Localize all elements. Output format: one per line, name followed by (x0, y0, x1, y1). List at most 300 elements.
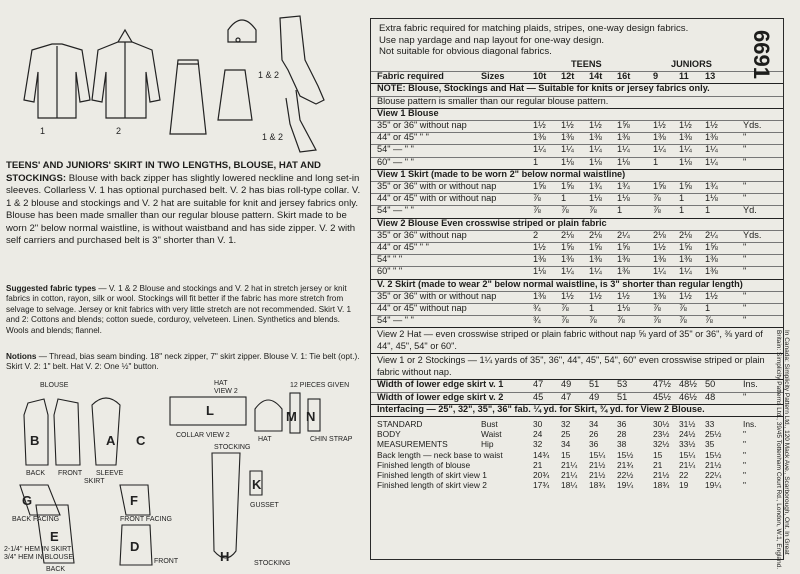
label-pieces-given: 12 PIECES GIVEN (290, 382, 350, 389)
meas-label: STANDARD (377, 419, 423, 429)
label-hem2: 3/4" HEM IN BLOUSE (4, 554, 74, 561)
meas-unit: " (743, 449, 746, 460)
meas-val-6: 25½ (705, 429, 722, 440)
letter-f: F (130, 493, 138, 508)
illus-label-4: 1 & 2 (262, 132, 284, 142)
hat-text: View 2 Hat — even crosswise striped or plain fabric without nap ⅝ yard of 35" or 36", ⅜ yard of 44", 45", 54" or 60". (377, 329, 763, 352)
meas-val-0: 30 (533, 419, 543, 429)
size-col-0: 10t (533, 71, 547, 82)
letter-k: K (252, 477, 262, 492)
meas-unit: " (743, 439, 746, 450)
meas-label: Finished length of skirt view 2 (377, 480, 487, 491)
suggested-text: — V. 1 & 2 Blouse and stockings and V. 2 hat in stretch jersey or knit fabrics in cotton, rayon, silk or wool. Stockings will fit better if the fabric has more stretch from selvage to selvage. Jersey or knit fabrics with very little stretch are not recommended. Skirt V. 1 and 2: Cottons and blends; cotton suede, corduroy, velveteen. Linen. Synthetics and blends. Wools and blends; flannel. (6, 284, 352, 335)
v1-skirt-row-2-val-0: ⅞ (533, 205, 541, 216)
meas-val-1: 15 (561, 449, 571, 460)
v1-blouse-row-3 (371, 157, 783, 170)
meas-val-4: 21 (653, 459, 663, 470)
meas-val-6: 15½ (705, 449, 722, 460)
letter-h: H (220, 549, 230, 564)
v2-skirt-row-2-val-1: ⅞ (561, 315, 569, 326)
v1-skirt-row-0-val-3: 1¾ (617, 181, 630, 191)
v1-skirt-row-2-val-5: 1 (679, 205, 685, 216)
v1-skirt-row-1-unit: " (743, 193, 747, 204)
v2-blouse-row-2-val-0: 1⅜ (533, 254, 546, 265)
label-sleeve: SLEEVE (96, 470, 124, 477)
meas-val-0: 14¾ (533, 449, 550, 460)
meas-val-3: 19¼ (617, 480, 634, 491)
letter-g: G (22, 493, 33, 508)
label-blouse: BLOUSE (40, 382, 69, 389)
meas-val-1: 34 (561, 439, 571, 450)
meas-val-6: 19¼ (705, 480, 722, 491)
v2-skirt-row-1-val-0: ¾ (533, 303, 541, 313)
v2-skirt-row-1-val-3: 1⅛ (617, 303, 630, 313)
v1-blouse-row-2-val-0: 1¼ (533, 144, 546, 155)
pattern-description (6, 160, 364, 248)
piece-front (54, 399, 80, 465)
garment-illustrations (0, 0, 368, 160)
v1-blouse-row-2-val-4: 1¼ (653, 144, 666, 155)
v1-blouse-row-0-val-3: 1⅝ (617, 120, 630, 130)
width-2-val-1: 47 (561, 391, 572, 402)
v1-blouse-row-3-val-6: 1¼ (705, 156, 718, 167)
measurement-row-5 (371, 470, 783, 480)
measurement-row-6 (371, 480, 783, 490)
v2-skirt-row-1-label: 44" or 45" without nap (377, 303, 467, 313)
letter-l: L (206, 403, 214, 418)
meas-label: BODY (377, 429, 401, 440)
v1-skirt-head (371, 169, 783, 182)
v1-blouse-row-3-val-5: 1⅛ (679, 156, 692, 167)
v1-blouse-row-0-val-0: 1½ (533, 120, 546, 130)
sizes-label: Sizes (481, 71, 505, 82)
meas-val-1: 25 (561, 429, 571, 440)
description-title: TEENS' AND JUNIORS' SKIRT IN TWO LENGTHS, BLOUSE, HAT AND STOCKINGS: (6, 160, 321, 184)
v1-skirt-row-0-val-2: 1¾ (589, 181, 602, 191)
notions-text: — Thread, bias seam binding. 18" neck zipper, 7" skirt zipper. Blouse V. 1: Tie belt (opt.). Skirt V. 2: 1" belt. Hat V. 2: One ½" button. (6, 352, 360, 372)
v1-skirt-row-0-unit: " (743, 181, 747, 191)
meas-unit: " (743, 480, 746, 491)
v2-blouse-row-2-val-5: 1⅜ (679, 254, 692, 265)
chart-intro (379, 23, 688, 58)
v2-blouse-row-2-unit: " (743, 254, 747, 265)
v1-skirt-row-0-val-5: 1⅝ (679, 181, 692, 191)
meas-val-6: 21½ (705, 459, 722, 470)
v1-skirt-row-2-label: 54" — " " (377, 205, 414, 216)
meas-val-5: 33½ (679, 439, 696, 450)
v1-skirt-row-1-val-1: 1 (561, 193, 567, 204)
v1-blouse-row-0-val-5: 1½ (679, 120, 692, 130)
v2-blouse-row-1-val-2: 1⅝ (589, 242, 602, 252)
v2-skirt-row-2-unit: " (743, 315, 747, 326)
meas-sub: Waist (481, 429, 502, 440)
v1-blouse-row-3-unit: " (743, 156, 747, 167)
notions-label: Notions (6, 352, 37, 361)
measurement-row-2 (371, 439, 783, 449)
v1-blouse-row-0-unit: Yds. (743, 120, 762, 130)
label-hat2: HAT (258, 436, 272, 443)
label-chin: CHIN STRAP (310, 436, 353, 443)
smaller-row (371, 96, 783, 109)
v1-blouse-row-1-val-3: 1⅜ (617, 132, 630, 143)
label-front-facing: FRONT FACING (120, 516, 172, 523)
v1-blouse-row-2-val-6: 1¼ (705, 144, 718, 155)
v1-skirt-row-1-val-6: 1⅛ (705, 193, 718, 204)
meas-val-3: 15½ (617, 449, 634, 460)
v1-blouse-row-2-val-3: 1¼ (617, 144, 630, 155)
v1-skirt-row-1 (371, 193, 783, 206)
v1-blouse-row-1-val-4: 1⅜ (653, 132, 666, 143)
width-2-val-4: 45½ (653, 391, 671, 402)
meas-label: Finished length of skirt view 1 (377, 469, 487, 480)
meas-val-3: 22½ (617, 469, 634, 480)
v1-blouse-row-2-val-1: 1¼ (561, 144, 574, 155)
v2-blouse-row-2-val-1: 1⅜ (561, 254, 574, 265)
meas-val-2: 15¼ (589, 449, 606, 460)
width-2-val-0: 45 (533, 391, 544, 402)
width-1-label: Width of lower edge skirt v. 1 (377, 379, 504, 390)
meas-val-1: 32 (561, 419, 571, 429)
illus-label-3: 1 & 2 (258, 70, 280, 80)
label-stocking: STOCKING (214, 444, 251, 451)
meas-label: Finished length of blouse (377, 459, 471, 470)
v2-skirt-row-2-val-3: ⅞ (617, 315, 625, 326)
note-text: NOTE: Blouse, Stockings and Hat — Suitable for knits or jersey fabrics only. (377, 83, 710, 94)
pattern-number: 6691 (749, 30, 774, 79)
v2-skirt-row-1-unit: " (743, 303, 747, 313)
v1-blouse-row-2 (371, 144, 783, 157)
meas-unit: " (743, 429, 746, 440)
v1-skirt-row-2-val-6: 1 (705, 205, 711, 216)
piece-stocking (212, 453, 240, 558)
v2-blouse-row-1-label: 44" or 45" " " (377, 242, 429, 252)
measurement-row-1 (371, 429, 783, 439)
v1-blouse-row-3-val-3: 1⅛ (617, 156, 630, 167)
meas-unit: " (743, 469, 746, 480)
v2-blouse-row-0-val-5: 2⅛ (679, 229, 692, 240)
letter-m: M (286, 409, 297, 424)
meas-val-2: 36 (589, 439, 599, 450)
v2-blouse-row-0-label: 35" or 36" without nap (377, 229, 467, 240)
v2-blouse-row-3-val-3: 1⅜ (617, 266, 630, 277)
v1-skirt-row-2 (371, 205, 783, 218)
meas-val-2: 21½ (589, 459, 606, 470)
illus-label-1: 1 (40, 126, 46, 136)
v2-skirt-row-0-unit: " (743, 290, 747, 301)
measurement-row-4 (371, 460, 783, 470)
width-2-val-3: 51 (617, 391, 628, 402)
v1-blouse-row-3-val-4: 1 (653, 156, 659, 167)
v2-blouse-title: View 2 Blouse Even crosswise striped or plain fabric (377, 217, 607, 228)
v2-skirt-row-0 (371, 291, 783, 304)
label-skirt-front: FRONT (154, 558, 179, 565)
v1-blouse-row-0-val-6: 1½ (705, 120, 718, 130)
interfacing-text: Interfacing — 25", 32", 35", 36" fab. ¼ yd. for Skirt, ¾ yd. for View 2 Blouse. (377, 403, 705, 414)
letter-e: E (50, 529, 59, 544)
piece-sleeve (92, 398, 120, 465)
meas-val-6: 33 (705, 419, 715, 429)
letter-b: B (30, 433, 40, 448)
piece-back (24, 399, 48, 465)
v1-blouse-row-0-val-2: 1½ (589, 120, 602, 130)
meas-val-3: 38 (617, 439, 627, 450)
v2-blouse-row-0-val-3: 2¼ (617, 229, 630, 240)
width-2-val-5: 46½ (679, 391, 697, 402)
meas-unit: " (743, 459, 746, 470)
v1-blouse-row-0-val-4: 1½ (653, 120, 666, 130)
v2-blouse-row-3-unit: " (743, 266, 747, 277)
letter-c: C (136, 433, 146, 448)
size-col-6: 13 (705, 71, 716, 82)
meas-val-5: 21¼ (679, 459, 696, 470)
v1-blouse-row-3-val-1: 1⅛ (561, 156, 574, 167)
meas-val-4: 15 (653, 449, 663, 460)
letter-d: D (130, 539, 140, 554)
size-col-5: 11 (679, 71, 689, 82)
v1-blouse-row-2-unit: " (743, 144, 747, 155)
v1-blouse-row-1-val-2: 1⅜ (589, 132, 602, 143)
meas-unit: Ins. (743, 419, 757, 429)
v2-skirt-row-0-val-3: 1½ (617, 290, 630, 301)
label-skirt-back: BACK (46, 566, 66, 573)
intro-line-3: Not suitable for obvious diagonal fabrics. (379, 46, 552, 57)
meas-sub: Hip (481, 439, 494, 450)
v2-blouse-row-2-val-6: 1⅜ (705, 254, 718, 265)
meas-val-4: 21½ (653, 469, 670, 480)
measurement-row-0 (371, 419, 783, 429)
v2-blouse-row-1-val-5: 1⅝ (679, 242, 692, 252)
v2-blouse-row-1-val-6: 1⅝ (705, 242, 718, 252)
v2-skirt-row-1-val-1: ⅞ (561, 303, 569, 313)
v1-skirt-row-1-val-3: 1⅛ (617, 193, 630, 204)
width-1-val-4: 47½ (653, 379, 671, 390)
measurement-table (371, 419, 783, 490)
width-2-unit: " (743, 391, 747, 402)
intro-line-2: Use nap yardage and nap layout for one-way design. (379, 34, 605, 46)
v1-blouse-title: View 1 Blouse (377, 107, 439, 118)
v2-blouse-row-3-val-1: 1¼ (561, 266, 574, 277)
v1-blouse-row-3-val-0: 1 (533, 156, 539, 167)
width-2-val-6: 48 (705, 391, 716, 402)
meas-sub: Bust (481, 419, 498, 429)
note-row (371, 83, 783, 96)
stockings-row (371, 353, 783, 380)
label-collar: COLLAR VIEW 2 (176, 432, 230, 439)
v1-skirt-row-2-val-2: ⅞ (589, 205, 597, 216)
yardage-chart (370, 18, 784, 560)
meas-val-3: 36 (617, 419, 627, 429)
v2-skirt-row-1-val-5: ⅞ (679, 303, 687, 313)
v2-skirt-row-1-val-4: ⅞ (653, 303, 661, 313)
meas-val-1: 21¼ (561, 469, 578, 480)
v2-blouse-row-3-label: 60" " " (377, 266, 403, 277)
meas-val-4: 32½ (653, 439, 670, 450)
v2-blouse-row-0-val-6: 2¼ (705, 229, 718, 240)
width-1-unit: Ins. (743, 379, 758, 390)
label-hat-view: VIEW 2 (214, 388, 238, 395)
meas-val-6: 35 (705, 439, 715, 450)
stockings-text: View 1 or 2 Stockings — 1¼ yards of 35", 36", 44", 45", 54", 60" even crosswise striped or plain fabric without nap. (377, 355, 765, 378)
v2-skirt-row-0-val-2: 1½ (589, 290, 602, 301)
v2-blouse-row-0 (371, 230, 783, 243)
smaller-text: Blouse pattern is smaller than our regular blouse pattern. (377, 95, 609, 106)
v2-blouse-row-0-unit: Yds. (743, 229, 762, 240)
v2-blouse-row-2 (371, 254, 783, 267)
v2-skirt-row-2-val-6: ⅞ (705, 315, 713, 326)
v2-blouse-row-2-val-4: 1⅜ (653, 254, 666, 265)
v2-blouse-row-1-val-1: 1⅝ (561, 242, 574, 252)
meas-val-4: 18¾ (653, 480, 670, 491)
illus-label-2: 2 (116, 126, 122, 136)
meas-val-5: 15¼ (679, 449, 696, 460)
label-hat: HAT (214, 380, 228, 387)
v2-blouse-row-0-val-1: 2⅛ (561, 229, 574, 240)
meas-val-0: 17¾ (533, 480, 550, 491)
v1-skirt-row-1-val-2: 1⅛ (589, 193, 602, 204)
intro-line-1: Extra fabric required for matching plaids, stripes, one-way design fabrics. (379, 23, 689, 34)
v1-skirt-row-0-val-1: 1⅝ (561, 181, 574, 191)
v2-blouse-row-3-val-5: 1¼ (679, 266, 692, 277)
fabric-required-label: Fabric required (377, 71, 444, 82)
size-col-3: 16t (617, 71, 631, 82)
v1-skirt-row-1-val-4: ⅞ (653, 193, 661, 204)
meas-label: Back length — neck base to waist (377, 449, 503, 460)
v2-skirt-row-0-val-4: 1⅜ (653, 290, 666, 301)
v1-skirt-row-2-val-1: ⅞ (561, 205, 569, 216)
width-2-val-2: 49 (589, 391, 600, 402)
label-gusset: GUSSET (250, 502, 279, 509)
v1-blouse-row-2-val-5: 1¼ (679, 144, 692, 155)
v1-blouse-row-0-val-1: 1½ (561, 120, 574, 130)
v1-blouse-row-1-unit: " (743, 132, 747, 143)
width-2-label: Width of lower edge skirt v. 2 (377, 391, 504, 402)
v2-skirt-row-2-val-5: ⅞ (679, 315, 687, 326)
v2-skirt-row-1-val-6: 1 (705, 303, 711, 313)
letter-a: A (106, 433, 116, 448)
label-stocking2: STOCKING (254, 560, 291, 567)
v1-skirt-row-2-val-4: ⅞ (653, 205, 661, 216)
width-1-val-3: 53 (617, 379, 628, 390)
v2-blouse-row-3-val-6: 1⅜ (705, 266, 718, 277)
v2-blouse-head (371, 218, 783, 231)
v1-blouse-head (371, 108, 783, 121)
meas-val-5: 19 (679, 480, 689, 491)
v1-blouse-row-3-label: 60" — " " (377, 156, 414, 167)
v1-blouse-row-0-label: 35" or 36" without nap (377, 120, 467, 130)
size-col-1: 12t (561, 71, 575, 82)
meas-val-6: 22¼ (705, 469, 722, 480)
printer-info: In Canada: Simplicity Pattern Ltd., 120 Mack Ave., Scarborough, Ont. In Great Britain: Simplicity Patterns Ltd., 39/45 Tottenham Court Rd., London, W.1, England. (775, 330, 790, 570)
description-body: Blouse with back zipper has slightly lowered neckline and long set-in sleeves. Collarless V. 1 has optional purchased belt. V. 2 has bias roll-type collar. V. 1 & 2 blouse and stockings and V. 2 hat are suitable for knit and jersey fabrics only. Blouse has been made smaller than our regular blouse pattern. Skirt made to be worn 2" below normal waistline, is without waistband and has side zipper. V. 2 with self carriers and purchased belt is 3" shorter than V. 1. (6, 172, 361, 246)
v2-blouse-row-1-val-3: 1⅝ (617, 242, 630, 252)
v2-blouse-row-1-val-4: 1½ (653, 242, 666, 252)
v2-skirt-title: V. 2 Skirt (made to wear 2" below normal waistline, is 3" shorter than regular length) (377, 278, 743, 289)
letter-n: N (306, 409, 316, 424)
piece-hat (255, 400, 282, 431)
size-header (371, 71, 783, 84)
v2-skirt-row-0-val-0: 1⅜ (533, 290, 546, 301)
meas-val-4: 23½ (653, 429, 670, 440)
meas-val-2: 18¾ (589, 480, 606, 491)
meas-val-0: 21 (533, 459, 543, 470)
v2-blouse-row-1-val-0: 1½ (533, 242, 546, 252)
label-skirt: SKIRT (84, 478, 105, 485)
label-back: BACK (26, 470, 46, 477)
v1-skirt-row-1-label: 44" or 45" with or without nap (377, 193, 497, 204)
suggested-label: Suggested fabric types (6, 284, 97, 293)
v2-blouse-row-3-val-2: 1¼ (589, 266, 602, 277)
v1-blouse-row-1-val-1: 1⅜ (561, 132, 574, 143)
meas-val-4: 30½ (653, 419, 670, 429)
meas-val-5: 31½ (679, 419, 696, 429)
v2-blouse-row-3-val-0: 1⅛ (533, 266, 546, 277)
width-1-val-2: 51 (589, 379, 600, 390)
v2-skirt-row-2-val-2: ⅞ (589, 315, 597, 326)
v1-blouse-row-1-val-5: 1⅜ (679, 132, 692, 143)
label-front: FRONT (58, 470, 83, 477)
v1-skirt-row-1-val-0: ⅞ (533, 193, 541, 204)
teens-label: TEENS (571, 59, 602, 69)
v2-blouse-row-2-val-3: 1⅜ (617, 254, 630, 265)
meas-val-5: 22 (679, 469, 689, 480)
v2-skirt-row-2-val-4: ⅞ (653, 315, 661, 326)
meas-val-2: 26 (589, 429, 599, 440)
width-1-val-6: 50 (705, 379, 716, 390)
width-1-val-0: 47 (533, 379, 544, 390)
v1-blouse-row-2-val-2: 1¼ (589, 144, 602, 155)
hat-row (371, 327, 783, 354)
meas-val-3: 21¾ (617, 459, 634, 470)
v1-blouse-row-1-val-6: 1⅜ (705, 132, 718, 143)
v2-skirt-row-0-val-6: 1½ (705, 290, 718, 301)
v2-blouse-row-2-val-2: 1⅜ (589, 254, 602, 265)
meas-val-0: 20¾ (533, 469, 550, 480)
interfacing-row (371, 404, 783, 417)
v1-skirt-row-2-val-3: 1 (617, 205, 623, 216)
v2-skirt-row-2 (371, 315, 783, 328)
notions (6, 352, 364, 373)
v2-skirt-row-2-val-0: ¾ (533, 315, 541, 326)
meas-val-1: 21¼ (561, 459, 578, 470)
meas-val-5: 24½ (679, 429, 696, 440)
v1-skirt-row-0-val-6: 1¾ (705, 181, 718, 191)
meas-val-0: 32 (533, 439, 543, 450)
label-hem1: 2-1/4" HEM IN SKIRT (4, 546, 72, 553)
v2-skirt-row-1-val-2: 1 (589, 303, 595, 313)
meas-val-0: 24 (533, 429, 543, 440)
v2-blouse-row-0-val-2: 2⅛ (589, 229, 602, 240)
meas-val-3: 28 (617, 429, 627, 440)
meas-val-1: 18¼ (561, 480, 578, 491)
v1-blouse-row-1-val-0: 1⅜ (533, 132, 546, 143)
v1-skirt-row-0-val-0: 1⅝ (533, 181, 546, 191)
v2-skirt-row-0-val-1: 1½ (561, 290, 574, 301)
width-row-2 (371, 392, 783, 405)
v1-skirt-row-0-val-4: 1⅝ (653, 181, 666, 191)
v1-skirt-row-1-val-5: 1 (679, 193, 685, 204)
width-1-val-1: 49 (561, 379, 572, 390)
v1-blouse-row-2-label: 54" — " " (377, 144, 414, 155)
v2-blouse-row-0-val-4: 2⅛ (653, 229, 666, 240)
v1-skirt-row-0-label: 35" or 36" with or without nap (377, 181, 497, 191)
v1-skirt-row-2-unit: Yd. (743, 205, 757, 216)
meas-val-2: 21½ (589, 469, 606, 480)
v2-blouse-row-1-unit: " (743, 242, 747, 252)
meas-label: MEASUREMENTS (377, 439, 448, 450)
measurement-row-3 (371, 450, 783, 460)
v2-blouse-row-2-label: 54" " " (377, 254, 403, 265)
v2-skirt-row-2-label: 54" — " " (377, 315, 414, 326)
